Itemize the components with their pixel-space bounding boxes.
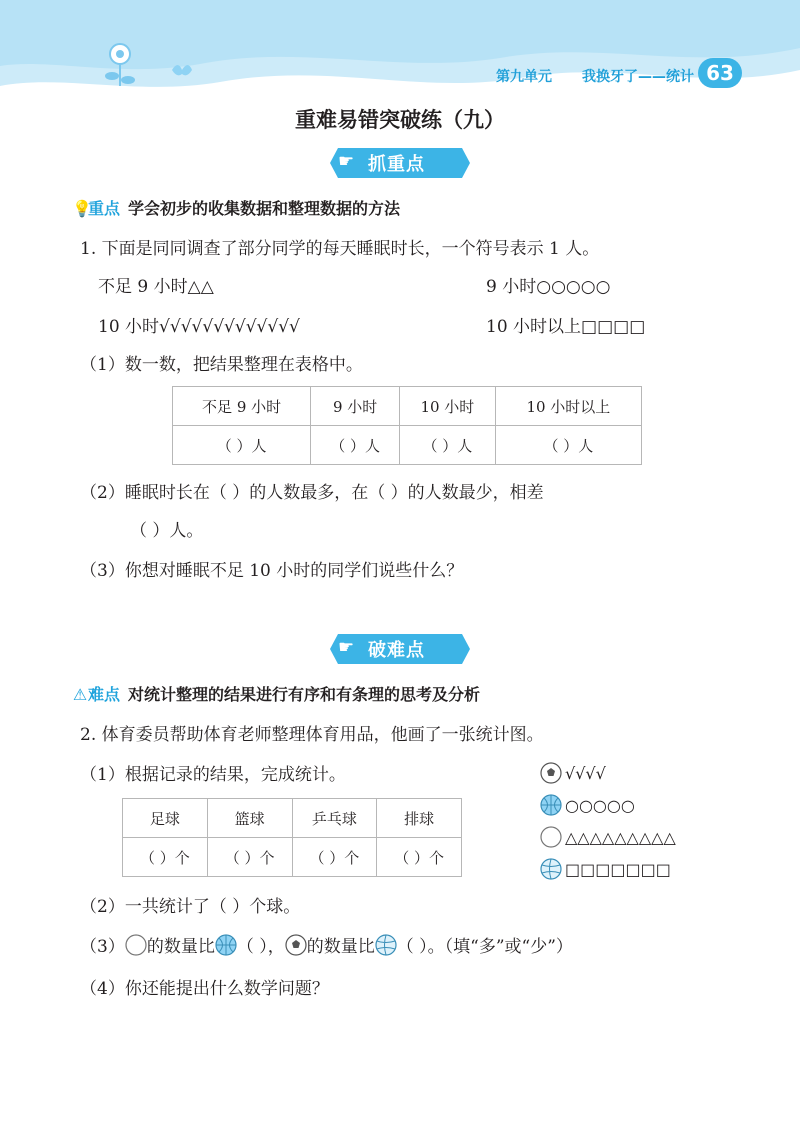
table-header: 不足 9 小时 — [173, 387, 311, 426]
unit-label: 第九单元 — [496, 69, 552, 85]
part-3-blank-1[interactable]: （ ）， — [236, 937, 285, 957]
table-header: 篮球 — [207, 799, 292, 838]
table-header: 乒乓球 — [292, 799, 377, 838]
ball-record-row — [540, 762, 606, 784]
volleyball-icon — [540, 858, 562, 880]
answer-cell[interactable]: （ ）个 — [377, 838, 462, 877]
ball-record-row — [540, 826, 676, 848]
record-label: 10 小时以上 — [486, 317, 582, 337]
question-2-part-1: （1）根据记录的结果，完成统计。 — [80, 765, 346, 785]
part-3-prefix: （3） — [80, 937, 125, 957]
ball-record-symbols: √√√√ — [565, 763, 606, 783]
question-1-part-1: （1）数一数，把结果整理在表格中。 — [80, 355, 363, 375]
answer-cell[interactable]: （ ）个 — [123, 838, 208, 877]
record-symbols: √√√√√√√√√√√√√ — [159, 317, 300, 337]
banner-key-points — [330, 148, 470, 178]
part-3-compare-text: 的数量比 — [306, 937, 375, 957]
question-1-part-3: （3）你想对睡眠不足 10 小时的同学们说些什么？ — [80, 561, 464, 581]
record-label: 9 小时 — [486, 277, 537, 297]
table-header: 9 小时 — [311, 387, 400, 426]
question-1-part-2-cont: （ ）人。 — [130, 521, 204, 541]
banner-key-points-label: 抓重点 — [368, 154, 425, 175]
table-header: 10 小时以上 — [495, 387, 641, 426]
answer-cell[interactable]: （ ）个 — [207, 838, 292, 877]
answer-cell[interactable]: （ ）人 — [311, 426, 400, 465]
table-header: 10 小时 — [400, 387, 496, 426]
pointing-hand-icon: ☛ — [338, 151, 355, 172]
record-row — [486, 272, 610, 297]
difficult-point-tag: 难点 — [88, 685, 121, 704]
question-2-part-2: （2）一共统计了（ ）个球。 — [80, 897, 301, 917]
answer-cell[interactable]: （ ）人 — [173, 426, 311, 465]
table-header: 排球 — [377, 799, 462, 838]
unit-title: 我换牙了——统计 — [582, 69, 694, 85]
pingpong-ball-icon — [125, 934, 147, 956]
record-row — [486, 312, 645, 337]
key-point-row — [72, 196, 400, 219]
ball-record-row — [540, 858, 671, 880]
question-2-stem: 2. 体育委员帮助体育老师整理体育用品，他画了一张统计图。 — [80, 725, 544, 745]
page-number: 63 — [698, 58, 742, 88]
part-3-compare-text: 的数量比 — [146, 937, 215, 957]
table-header: 足球 — [123, 799, 208, 838]
page-title: 重难易错突破练（九） — [295, 108, 505, 132]
ball-record-symbols: △△△△△△△△△ — [565, 827, 676, 847]
question-1-part-2: （2）睡眠时长在（ ）的人数最多，在（ ）的人数最少，相差 — [80, 483, 544, 503]
record-label: 10 小时 — [98, 317, 160, 337]
difficult-point-text: 对统计整理的结果进行有序和有条理的思考及分析 — [128, 685, 481, 704]
record-row — [98, 312, 300, 337]
ball-record-symbols: □□□□□□□ — [565, 859, 671, 879]
banner-difficult-points-label: 破难点 — [368, 640, 425, 661]
soccer-ball-icon — [285, 934, 307, 956]
sleep-table — [172, 386, 642, 465]
basketball-icon — [215, 934, 237, 956]
question-2-part-3 — [80, 932, 573, 957]
question-1-stem: 1. 下面是同同调查了部分同学的每天睡眠时长，一个符号表示 1 人。 — [80, 239, 600, 259]
record-symbols: □□□□ — [581, 317, 646, 337]
question-2-part-4: （4）你还能提出什么数学问题？ — [80, 979, 329, 999]
basketball-icon — [540, 794, 562, 816]
difficult-point-row — [72, 682, 480, 705]
pointing-hand-icon: ☛ — [338, 637, 355, 658]
answer-cell[interactable]: （ ）人 — [400, 426, 496, 465]
ball-record-row — [540, 794, 635, 816]
key-point-tag: 重点 — [88, 199, 121, 218]
soccer-ball-icon — [540, 762, 562, 784]
ball-record-symbols: ○○○○○ — [565, 795, 635, 815]
record-label: 不足 9 小时 — [98, 277, 188, 297]
record-row — [98, 272, 214, 297]
answer-cell[interactable]: （ ）个 — [292, 838, 377, 877]
key-point-text: 学会初步的收集数据和整理数据的方法 — [128, 199, 401, 218]
flower-butterfly-icon — [96, 36, 206, 88]
pingpong-ball-icon — [540, 826, 562, 848]
lightbulb-icon: 💡 — [72, 199, 92, 218]
volleyball-icon — [375, 934, 397, 956]
record-symbols: △△ — [187, 277, 214, 297]
warning-icon: ⚠ — [72, 685, 88, 704]
record-symbols: ○○○○○ — [536, 277, 611, 297]
banner-difficult-points — [330, 634, 470, 664]
part-3-blank-2[interactable]: （ ）。（填“多”或“少”） — [396, 937, 573, 957]
ball-table — [122, 798, 462, 877]
answer-cell[interactable]: （ ）人 — [495, 426, 641, 465]
